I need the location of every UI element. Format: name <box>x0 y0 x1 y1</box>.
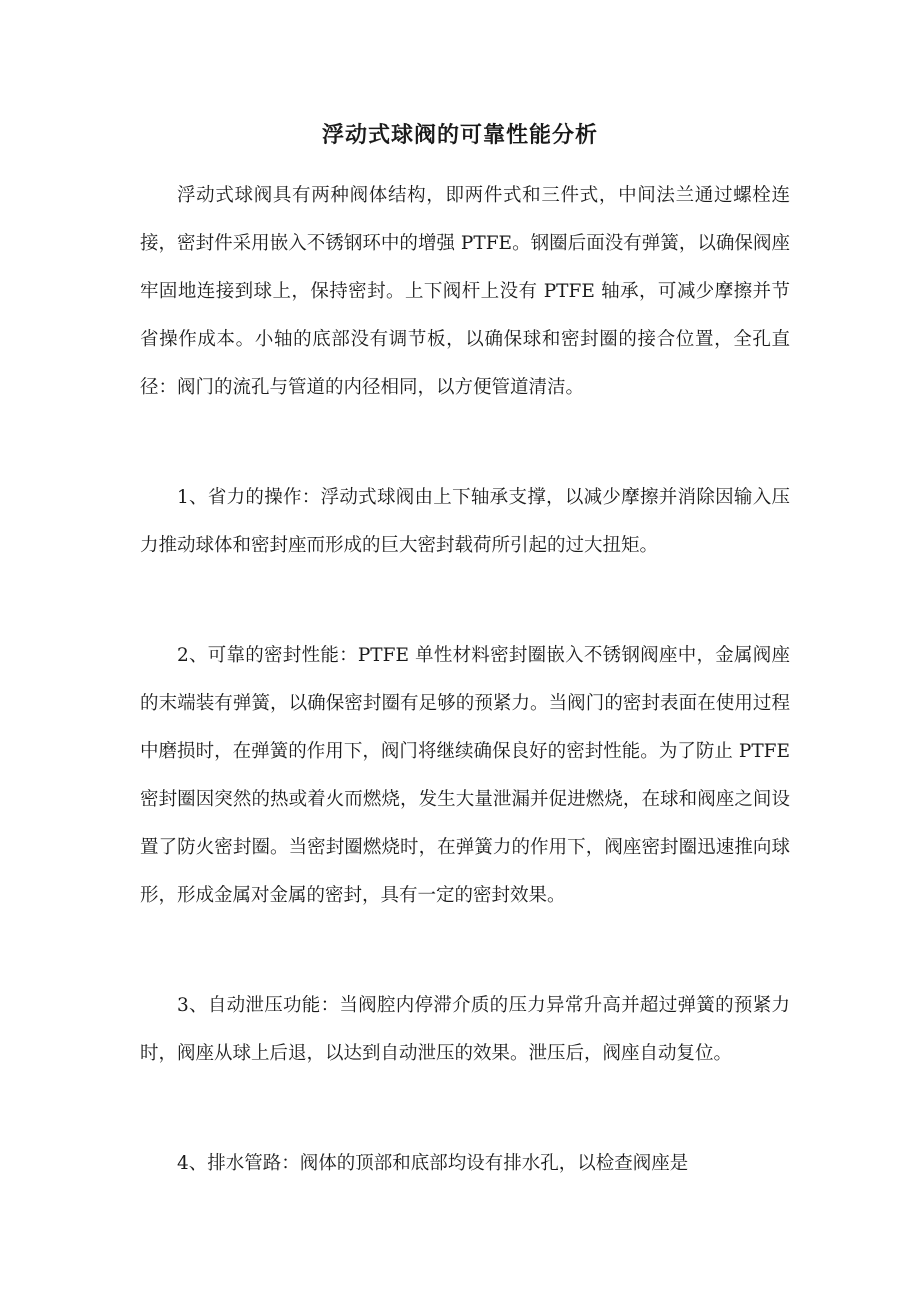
paragraph-point-4: 4、排水管路：阀体的顶部和底部均设有排水孔，以检查阀座是 <box>177 1153 689 1174</box>
paragraph-intro: 浮动式球阀具有两种阀体结构，即两件式和三件式，中间法兰通过螺栓连接，密封件采用嵌入不锈钢环中的增强 PTFE。钢圈后面没有弹簧，以确保阀座牢固地连接到球上，保持密封。上下阀杆上没有 PTFE 轴承，可减少摩擦并节省操作成本。小轴的底部没有调节板，以确保球和密封圈的接合位置，全孔直径：阀门的流孔与管道的内径相同，以方便管道清洁。 <box>140 185 790 398</box>
document-title: 浮动式球阀的可靠性能分析 <box>321 123 598 148</box>
paragraph-point-3: 3、自动泄压功能：当阀腔内停滞介质的压力异常升高并超过弹簧的预紧力时，阀座从球上后退，以达到自动泄压的效果。泄压后，阀座自动复位。 <box>140 995 790 1064</box>
paragraph-point-1: 1、省力的操作：浮动式球阀由上下轴承支撑，以减少摩擦并消除因输入压力推动球体和密封座而形成的巨大密封载荷所引起的过大扭矩。 <box>140 487 790 556</box>
paragraph-point-2: 2、可靠的密封性能：PTFE 单性材料密封圈嵌入不锈钢阀座中，金属阀座的末端装有弹簧，以确保密封圈有足够的预紧力。当阀门的密封表面在使用过程中磨损时，在弹簧的作用下，阀门将继续确保良好的密封性能。为了防止 PTFE 密封圈因突然的热或着火而燃烧，发生大量泄漏并促进燃烧，在球和阀座之间设置了防火密封圈。当密封圈燃烧时，在弹簧力的作用下，阀座密封圈迅速推向球形，形成金属对金属的密封，具有一定的密封效果。 <box>140 645 790 906</box>
